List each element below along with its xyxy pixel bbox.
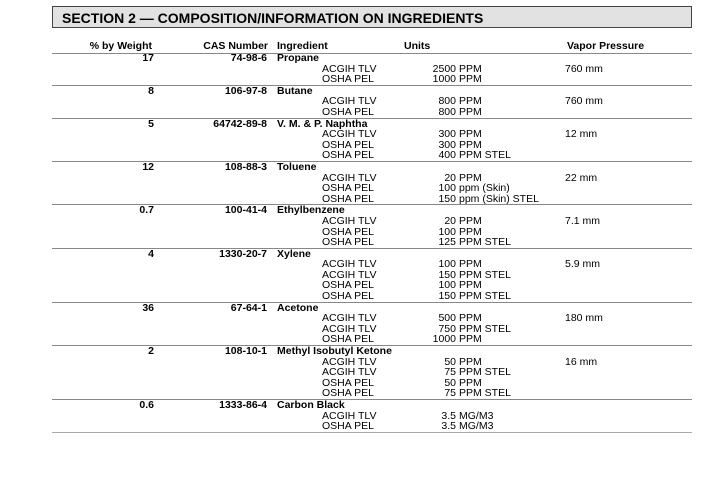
limit-unit: PPM STEL	[459, 387, 511, 400]
limit-amount: 150	[438, 268, 456, 281]
limit-unit: PPM	[459, 258, 482, 271]
limit-unit: PPM	[459, 312, 482, 325]
limit-amount: 75	[444, 366, 456, 379]
limit-type: ACGIH TLV	[322, 409, 377, 422]
exposure-limit-line	[52, 150, 692, 161]
limit-type: OSHA PEL	[322, 105, 374, 118]
exposure-limit-line	[52, 421, 692, 432]
weight-cell: 0.6	[139, 399, 154, 411]
header-units: Units	[404, 40, 431, 52]
limit-type: ACGIH TLV	[322, 128, 377, 141]
limit-unit: PPM STEL	[459, 290, 511, 303]
limit-amount: 800	[438, 95, 456, 108]
limit-type: ACGIH TLV	[322, 95, 377, 108]
exposure-limit-line	[52, 194, 692, 205]
exposure-limit-line	[52, 216, 692, 227]
limit-amount: 500	[438, 312, 456, 325]
limit-type: OSHA PEL	[322, 149, 374, 162]
weight-cell: 17	[142, 52, 154, 64]
vapor-pressure: 22 mm	[565, 171, 598, 184]
vapor-pressure: 760 mm	[565, 95, 603, 108]
limit-type: OSHA PEL	[322, 225, 374, 238]
limit-unit: PPM	[459, 355, 482, 368]
ingredient-row	[52, 400, 692, 433]
limit-amount: 3.5	[441, 409, 456, 422]
cas-cell: 74-98-6	[230, 52, 267, 64]
cas-cell: 1330-20-7	[219, 247, 267, 260]
limit-unit: PPM	[459, 225, 482, 238]
ingredient-row	[52, 346, 692, 400]
limit-amount: 50	[444, 355, 456, 368]
ingredient-table	[52, 53, 692, 433]
weight-cell: 4	[148, 247, 154, 260]
cas-cell: 108-88-3	[224, 160, 267, 173]
exposure-limit-line	[52, 237, 692, 248]
limit-amount: 20	[444, 171, 456, 184]
limit-amount: 100	[438, 182, 456, 195]
limit-amount: 100	[438, 279, 456, 292]
vapor-pressure: 16 mm	[565, 355, 598, 368]
exposure-limit-line	[52, 388, 692, 399]
limit-type: ACGIH TLV	[322, 268, 377, 281]
limit-amount: 2500	[432, 62, 456, 75]
limit-unit: MG/M3	[459, 420, 494, 433]
limit-amount: 100	[438, 258, 456, 271]
limit-amount: 300	[438, 138, 456, 151]
ingredient-name: V. M. & P. Naphtha	[277, 117, 368, 130]
header-vapor-pressure: Vapor Pressure	[567, 40, 645, 52]
limit-type: OSHA PEL	[322, 279, 374, 292]
vapor-pressure: 180 mm	[565, 312, 603, 325]
limit-type: OSHA PEL	[322, 182, 374, 195]
ingredient-row	[52, 303, 692, 346]
exposure-limit-line	[52, 107, 692, 118]
ingredient-row	[52, 162, 692, 205]
ingredient-row	[52, 119, 692, 162]
cas-cell: 1333-86-4	[219, 399, 267, 411]
limit-unit: PPM	[459, 279, 482, 292]
ingredient-header-line	[52, 400, 692, 411]
limit-type: OSHA PEL	[322, 333, 374, 346]
limit-type: OSHA PEL	[322, 138, 374, 151]
ingredient-header-line	[52, 53, 692, 64]
limit-unit: PPM STEL	[459, 236, 511, 249]
limit-type: ACGIH TLV	[322, 62, 377, 75]
ingredient-row	[52, 205, 692, 248]
limit-type: ACGIH TLV	[322, 366, 377, 379]
ingredient-name: Methyl Isobutyl Ketone	[277, 345, 392, 358]
cas-cell: 64742-89-8	[213, 117, 267, 130]
weight-cell: 5	[148, 117, 154, 130]
ingredient-row	[52, 53, 692, 86]
ingredient-name: Xylene	[277, 247, 311, 260]
limit-amount: 400	[438, 149, 456, 162]
vapor-pressure: 5.9 mm	[565, 258, 601, 271]
limit-unit: MG/M3	[459, 409, 494, 422]
limit-amount: 50	[444, 376, 456, 389]
limit-type: ACGIH TLV	[322, 322, 377, 335]
vapor-pressure: 7.1 mm	[565, 214, 601, 227]
ingredient-row	[52, 249, 692, 303]
limit-type: OSHA PEL	[322, 73, 374, 86]
limit-unit: PPM STEL	[459, 366, 511, 379]
limit-type: OSHA PEL	[322, 376, 374, 389]
header-weight: % by Weight	[89, 40, 152, 52]
limit-unit: PPM STEL	[459, 268, 511, 281]
limit-unit: PPM	[459, 73, 482, 86]
limit-type: OSHA PEL	[322, 387, 374, 400]
limit-type: ACGIH TLV	[322, 312, 377, 325]
section-title: SECTION 2 — COMPOSITION/INFORMATION ON INGREDIENTS	[52, 6, 692, 28]
limit-type: ACGIH TLV	[322, 258, 377, 271]
weight-cell: 36	[142, 301, 154, 314]
exposure-limit-line	[52, 74, 692, 85]
limit-unit: PPM	[459, 214, 482, 227]
limit-type: OSHA PEL	[322, 290, 374, 303]
limit-amount: 3.5	[441, 420, 456, 433]
vapor-pressure: 760 mm	[565, 62, 603, 75]
exposure-limit-line	[52, 291, 692, 302]
limit-unit: PPM	[459, 138, 482, 151]
weight-cell: 12	[142, 160, 154, 173]
cas-cell: 106-97-8	[224, 84, 267, 97]
ingredient-name: Propane	[277, 52, 320, 64]
ingredient-header-line	[52, 162, 692, 173]
vapor-pressure: 12 mm	[565, 128, 598, 141]
limit-type: ACGIH TLV	[322, 214, 377, 227]
limit-unit: PPM STEL	[459, 322, 511, 335]
ingredient-name: Acetone	[277, 301, 319, 314]
limit-amount: 300	[438, 128, 456, 141]
limit-amount: 125	[438, 236, 456, 249]
limit-unit: PPM	[459, 171, 482, 184]
limit-type: OSHA PEL	[322, 236, 374, 249]
header-ingredient: Ingredient	[277, 40, 328, 52]
limit-type: OSHA PEL	[322, 192, 374, 205]
limit-amount: 150	[438, 192, 456, 205]
weight-cell: 0.7	[139, 204, 154, 217]
header-cas: CAS Number	[203, 40, 268, 52]
ingredient-name: Toluene	[277, 160, 317, 173]
limit-unit: ppm (Skin) STEL	[459, 192, 539, 205]
limit-amount: 1000	[432, 73, 456, 86]
limit-unit: PPM	[459, 333, 482, 346]
weight-cell: 8	[148, 84, 154, 97]
limit-unit: PPM	[459, 62, 482, 75]
cas-cell: 100-41-4	[224, 204, 267, 217]
ingredient-name: Butane	[277, 84, 313, 97]
limit-type: OSHA PEL	[322, 420, 374, 433]
ingredient-row	[52, 86, 692, 119]
limit-type: ACGIH TLV	[322, 171, 377, 184]
ingredient-name: Carbon Black	[277, 399, 345, 411]
weight-cell: 2	[148, 345, 154, 358]
limit-amount: 1000	[432, 333, 456, 346]
limit-type: ACGIH TLV	[322, 355, 377, 368]
cas-cell: 67-64-1	[230, 301, 267, 314]
limit-amount: 100	[438, 225, 456, 238]
cas-cell: 108-10-1	[224, 345, 267, 358]
limit-amount: 75	[444, 387, 456, 400]
limit-amount: 800	[438, 105, 456, 118]
limit-unit: PPM	[459, 105, 482, 118]
limit-unit: PPM STEL	[459, 149, 511, 162]
limit-amount: 150	[438, 290, 456, 303]
limit-unit: PPM	[459, 95, 482, 108]
limit-unit: PPM	[459, 376, 482, 389]
exposure-limit-line	[52, 334, 692, 345]
limit-amount: 20	[444, 214, 456, 227]
limit-unit: PPM	[459, 128, 482, 141]
ingredient-name: Ethylbenzene	[277, 204, 345, 217]
limit-unit: ppm (Skin)	[459, 182, 510, 195]
limit-amount: 750	[438, 322, 456, 335]
